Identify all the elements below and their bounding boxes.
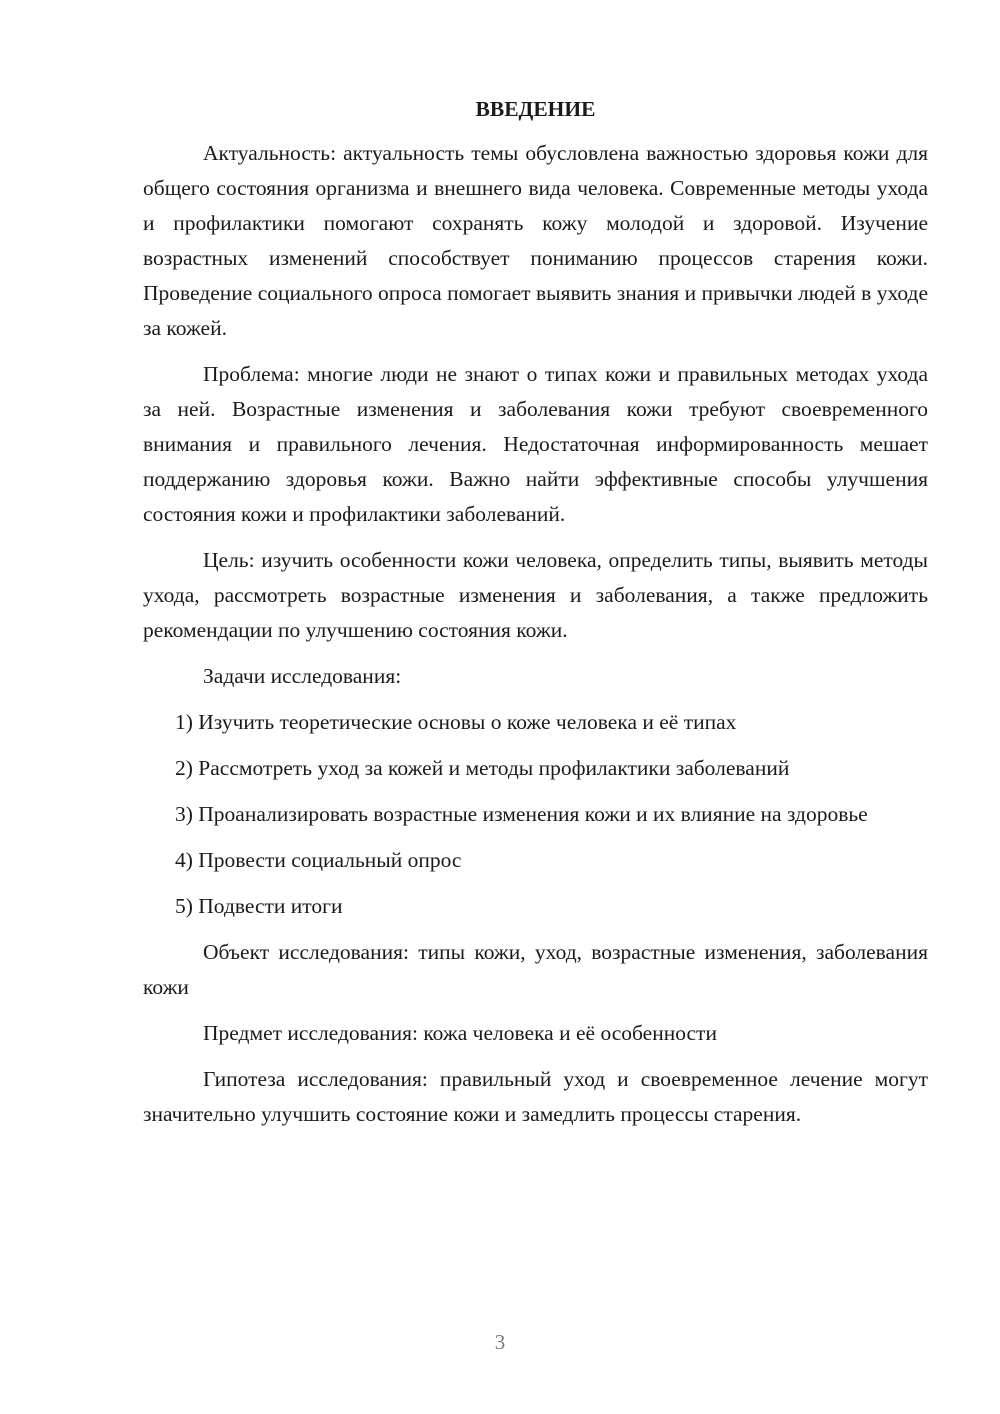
document-page (143, 92, 928, 1143)
paragraph-subject: Предмет исследования: кожа человека и её особенности (203, 1021, 717, 1045)
paragraph-problem: Проблема: многие люди не знают о типах кожи и правильных методах ухода за ней. Возрастные изменения и заболевания кожи требуют своевременного внимания и правильного лечения. Недостаточная информированность мешает поддержанию здоровья кожи. Важно найти эффективные способы улучшения состояния кожи и профилактики заболеваний. (143, 362, 928, 526)
page-number: 3 (494, 1330, 506, 1354)
paragraph-object: Объект исследования: типы кожи, уход, возрастные изменения, заболевания кожи (143, 940, 928, 999)
task-item-1: 1) Изучить теоретические основы о коже человека и её типах (175, 710, 737, 734)
paragraph-relevance: Актуальность: актуальность темы обусловлена важностью здоровья кожи для общего состояния организма и внешнего вида человека. Современные методы ухода и профилактики помогают сохранять кожу молодой и здоровой. Изучение возрастных изменений способствует пониманию процессов старения кожи. Проведение социального опроса помогает выявить знания и привычки людей в уходе за кожей. (143, 141, 928, 340)
task-item-3: 3) Проанализировать возрастные изменения кожи и их влияние на здоровье (175, 802, 868, 826)
page-title: ВВЕДЕНИЕ (475, 97, 596, 121)
task-item-5: 5) Подвести итоги (175, 894, 343, 918)
paragraph-goal: Цель: изучить особенности кожи человека, определить типы, выявить методы ухода, рассмотреть возрастные изменения и заболевания, а также предложить рекомендации по улучшению состояния кожи. (143, 548, 928, 642)
paragraph-tasks-heading: Задачи исследования: (203, 664, 402, 688)
task-item-4: 4) Провести социальный опрос (175, 848, 462, 872)
task-item-2: 2) Рассмотреть уход за кожей и методы профилактики заболеваний (175, 756, 790, 780)
paragraph-hypothesis: Гипотеза исследования: правильный уход и своевременное лечение могут значительно улучшить состояние кожи и замедлить процессы старения. (143, 1067, 928, 1126)
